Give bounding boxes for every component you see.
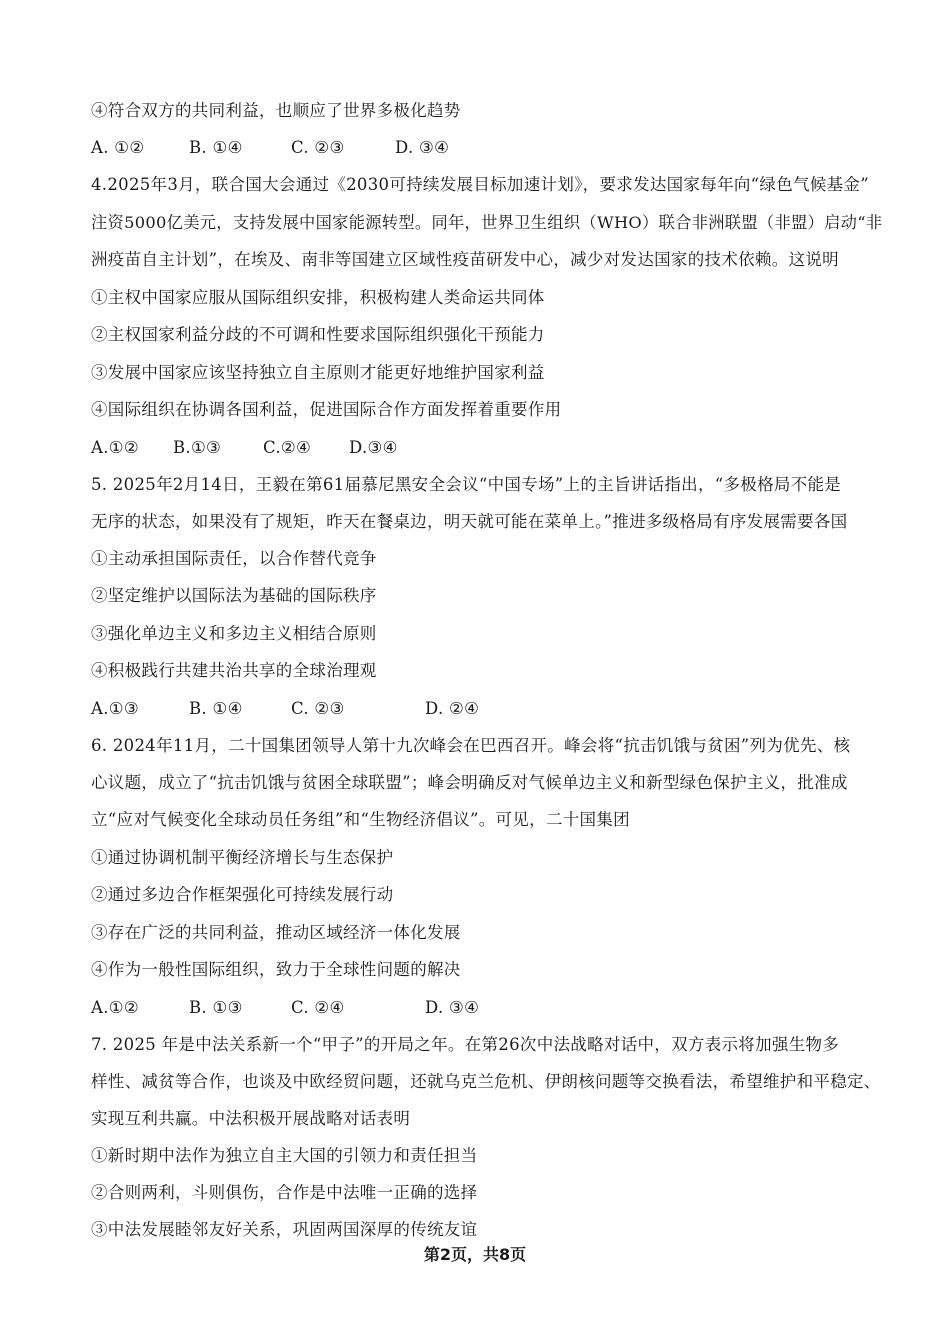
- q4-option-4: ④国际组织在协调各国利益，促进国际合作方面发挥着重要作用: [91, 400, 562, 419]
- q5-choice-d: D. ②④: [425, 699, 480, 718]
- q4-stem-line-2: 注资5000亿美元，支持发展中国家能源转型。同年，世界卫生组织（WHO）联合非洲联盟（非盟）启动“非: [91, 213, 883, 232]
- q6-choice-c: C. ②④: [291, 998, 345, 1017]
- q3-choice-a: A. ①②: [91, 138, 145, 157]
- q6-stem-line-2: 心议题，成立了“抗击饥饿与贫困全球联盟”；峰会明确反对气候单边主义和新型绿色保护主义，批准成: [91, 773, 848, 792]
- q5-choice-b: B. ①④: [189, 699, 243, 718]
- q7-stem-line-3: 实现互利共赢。中法积极开展战略对话表明: [91, 1109, 411, 1128]
- q4-option-3: ③发展中国家应该坚持独立自主原则才能更好地维护国家利益: [91, 363, 545, 382]
- q6-stem-line-3: 立“应对气候变化全球动员任务组”和“生物经济倡议”。可见，二十国集团: [91, 810, 630, 829]
- q4-stem-line-3: 洲疫苗自主计划”，在埃及、南非等国建立区域性疫苗研发中心，减少对发达国家的技术依赖。这说明: [91, 250, 839, 269]
- q6-option-3: ③存在广泛的共同利益，推动区域经济一体化发展: [91, 923, 461, 942]
- q7-stem-line-2: 样性、减贫等合作，也谈及中欧经贸问题，还就乌克兰危机、伊朗核问题等交换看法，希望维护和平稳定、: [91, 1072, 881, 1091]
- q5-option-2: ②坚定维护以国际法为基础的国际秩序: [91, 586, 377, 605]
- q7-option-3: ③中法发展睦邻友好关系，巩固两国深厚的传统友谊: [91, 1220, 478, 1239]
- page-number-footer: 第2页，共8页: [423, 1245, 527, 1264]
- q6-option-4: ④作为一般性国际组织，致力于全球性问题的解决: [91, 960, 461, 979]
- q5-option-3: ③强化单边主义和多边主义相结合原则: [91, 624, 377, 643]
- q5-answer-choices: [91, 697, 890, 721]
- q4-choice-b: B.①③: [173, 438, 222, 457]
- q4-stem-line-1: 4.2025年3月，联合国大会通过《2030可持续发展目标加速计划》，要求发达国家每年向“绿色气候基金”: [91, 175, 869, 194]
- q4-choice-d: D.③④: [349, 438, 398, 457]
- q3-choice-d: D. ③④: [395, 138, 450, 157]
- q5-stem-line-1: 5. 2025年2月14日，王毅在第61届慕尼黑安全会议“中国专场”上的主旨讲话指出，“多极格局不能是: [91, 475, 842, 494]
- q5-option-1: ①主动承担国际责任，以合作替代竞争: [91, 549, 377, 568]
- q5-stem-line-2: 无序的状态，如果没有了规矩，昨天在餐桌边，明天就可能在菜单上。”推进多级格局有序发展需要各国: [91, 512, 848, 531]
- q6-answer-choices: [91, 996, 890, 1020]
- q3-choice-c: C. ②③: [291, 138, 345, 157]
- q5-option-4: ④积极践行共建共治共享的全球治理观: [91, 661, 377, 680]
- q6-choice-d: D. ③④: [425, 998, 480, 1017]
- q6-choice-b: B. ①③: [189, 998, 243, 1017]
- q7-option-1: ①新时期中法作为独立自主大国的引领力和责任担当: [91, 1146, 478, 1165]
- q6-option-2: ②通过多边合作框架强化可持续发展行动: [91, 885, 394, 904]
- q4-choice-a: A.①②: [91, 438, 139, 457]
- q3-answer-choices: [91, 136, 890, 160]
- q4-option-1: ①主权中国家应服从国际组织安排，积极构建人类命运共同体: [91, 288, 545, 307]
- q3-option-4: ④符合双方的共同利益，也顺应了世界多极化趋势: [91, 101, 461, 120]
- q3-choice-b: B. ①④: [189, 138, 243, 157]
- q6-option-1: ①通过协调机制平衡经济增长与生态保护: [91, 848, 394, 867]
- q5-choice-a: A.①③: [91, 699, 139, 718]
- q7-option-2: ②合则两利，斗则俱伤，合作是中法唯一正确的选择: [91, 1183, 478, 1202]
- q5-choice-c: C. ②③: [291, 699, 345, 718]
- q4-choice-c: C.②④: [263, 438, 312, 457]
- q4-answer-choices: [91, 436, 890, 460]
- q7-stem-line-1: 7. 2025 年是中法关系新一个“甲子”的开局之年。在第26次中法战略对话中，双方表示将加强生物多: [91, 1035, 840, 1054]
- q4-option-2: ②主权国家利益分歧的不可调和性要求国际组织强化干预能力: [91, 325, 545, 344]
- q6-choice-a: A.①②: [91, 998, 139, 1017]
- q6-stem-line-1: 6. 2024年11月，二十国集团领导人第十九次峰会在巴西召开。峰会将“抗击饥饿与贫困”列为优先、核: [91, 736, 851, 755]
